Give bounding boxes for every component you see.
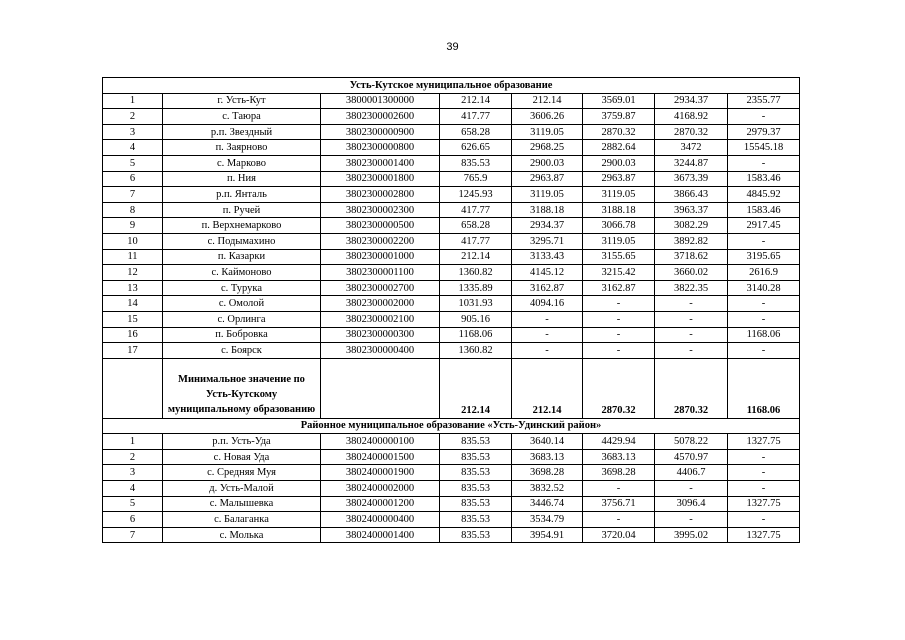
table-row <box>103 465 800 481</box>
table-cell: 3295.71 <box>512 233 583 249</box>
table-cell: 3995.02 <box>655 527 728 543</box>
table-cell: 2882.64 <box>583 140 655 156</box>
table-cell: 2979.37 <box>728 124 800 140</box>
table-cell: 3802300000500 <box>321 218 440 234</box>
table-cell: - <box>728 296 800 312</box>
table-cell: 3606.26 <box>512 109 583 125</box>
table-cell: 905.16 <box>440 311 512 327</box>
table-cell: п. Казарки <box>163 249 321 265</box>
table-cell: 3683.13 <box>583 449 655 465</box>
table-cell: - <box>728 449 800 465</box>
table-row <box>103 481 800 497</box>
table-cell: 835.53 <box>440 512 512 528</box>
table-cell: 6 <box>103 171 163 187</box>
table-cell: 3802400001500 <box>321 449 440 465</box>
table-cell: 1583.46 <box>728 202 800 218</box>
table-cell: с. Молька <box>163 527 321 543</box>
table-cell: 3802300002100 <box>321 311 440 327</box>
table-cell: 3892.82 <box>655 233 728 249</box>
table-row <box>103 512 800 528</box>
table-row <box>103 171 800 187</box>
table-cell: 3718.62 <box>655 249 728 265</box>
table-cell: 2 <box>103 109 163 125</box>
table-cell: 3963.37 <box>655 202 728 218</box>
table-cell: 7 <box>103 187 163 203</box>
table-cell: 417.77 <box>440 202 512 218</box>
table-cell: 3802400000100 <box>321 434 440 450</box>
table-row <box>103 249 800 265</box>
table-cell: 1327.75 <box>728 527 800 543</box>
table-cell: с. Орлинга <box>163 311 321 327</box>
table-cell: р.п. Янталь <box>163 187 321 203</box>
table-cell: г. Усть-Кут <box>163 93 321 109</box>
table-cell: д. Усть-Малой <box>163 481 321 497</box>
table-cell: 3119.05 <box>583 233 655 249</box>
table-cell: 11 <box>103 249 163 265</box>
table-cell: 3162.87 <box>512 280 583 296</box>
table-cell: - <box>583 296 655 312</box>
table-cell: 3119.05 <box>512 187 583 203</box>
table-row <box>103 93 800 109</box>
table-cell: 2934.37 <box>512 218 583 234</box>
table-cell: - <box>655 327 728 343</box>
table-cell: 1335.89 <box>440 280 512 296</box>
table-row <box>103 280 800 296</box>
section-header-row <box>103 78 800 94</box>
table-row <box>103 296 800 312</box>
table-cell: 3140.28 <box>728 280 800 296</box>
table-cell: 3720.04 <box>583 527 655 543</box>
table-cell: 835.53 <box>440 527 512 543</box>
table-row <box>103 233 800 249</box>
table-cell: 2 <box>103 449 163 465</box>
table-cell: 765.9 <box>440 171 512 187</box>
table-cell: 3756.71 <box>583 496 655 512</box>
table-cell: 658.28 <box>440 124 512 140</box>
table-cell: - <box>728 465 800 481</box>
table-cell: 3698.28 <box>583 465 655 481</box>
table-cell: - <box>583 311 655 327</box>
table-cell: 3802300000900 <box>321 124 440 140</box>
table-cell: 1 <box>103 434 163 450</box>
table-row <box>103 155 800 171</box>
table-cell: 3802300001400 <box>321 155 440 171</box>
table-cell: 9 <box>103 218 163 234</box>
table-cell: - <box>728 343 800 359</box>
page-number: 39 <box>446 41 459 53</box>
table-cell: - <box>728 155 800 171</box>
table-cell: - <box>583 327 655 343</box>
table-cell: - <box>728 109 800 125</box>
table-cell: 3188.18 <box>512 202 583 218</box>
table-cell: - <box>655 512 728 528</box>
table-cell: с. Новая Уда <box>163 449 321 465</box>
table-cell: 3155.65 <box>583 249 655 265</box>
table-cell: 3802300002000 <box>321 296 440 312</box>
table-cell: 1360.82 <box>440 265 512 281</box>
table-cell: 2900.03 <box>512 155 583 171</box>
table-cell: п. Ручей <box>163 202 321 218</box>
table-cell: 3096.4 <box>655 496 728 512</box>
table-cell: 212.14 <box>440 93 512 109</box>
table-cell: 3802400001400 <box>321 527 440 543</box>
table-cell: 3822.35 <box>655 280 728 296</box>
table-cell: 15545.18 <box>728 140 800 156</box>
table-cell: с. Балаганка <box>163 512 321 528</box>
table-cell: 658.28 <box>440 218 512 234</box>
table-row <box>103 140 800 156</box>
table-row <box>103 449 800 465</box>
table-cell: 1360.82 <box>440 343 512 359</box>
table-cell: с. Малышевка <box>163 496 321 512</box>
table-cell: 3244.87 <box>655 155 728 171</box>
table-cell: с. Таюра <box>163 109 321 125</box>
table-cell: 3119.05 <box>583 187 655 203</box>
table-row <box>103 311 800 327</box>
table-cell: 3802300001800 <box>321 171 440 187</box>
table-row <box>103 124 800 140</box>
table-cell: 3698.28 <box>512 465 583 481</box>
table-cell: 4429.94 <box>583 434 655 450</box>
table-cell: - <box>583 343 655 359</box>
table-cell: 4406.7 <box>655 465 728 481</box>
table-cell: 3673.39 <box>655 171 728 187</box>
table-cell: 3066.78 <box>583 218 655 234</box>
summary-value: 2870.32 <box>655 358 728 418</box>
table-cell: 2934.37 <box>655 93 728 109</box>
table-cell: 13 <box>103 280 163 296</box>
table-cell: - <box>512 343 583 359</box>
table-cell: с. Турука <box>163 280 321 296</box>
table-cell: 4570.97 <box>655 449 728 465</box>
summary-empty-cell <box>103 358 163 418</box>
table-cell: - <box>655 481 728 497</box>
table-cell: 835.53 <box>440 449 512 465</box>
table-row <box>103 496 800 512</box>
table-cell: 5078.22 <box>655 434 728 450</box>
table-cell: 3133.43 <box>512 249 583 265</box>
table-cell: 3 <box>103 465 163 481</box>
table-cell: 1168.06 <box>440 327 512 343</box>
table-cell: 12 <box>103 265 163 281</box>
table-cell: 3082.29 <box>655 218 728 234</box>
table-cell: - <box>512 327 583 343</box>
table-cell: 835.53 <box>440 465 512 481</box>
table-cell: 1327.75 <box>728 434 800 450</box>
table-cell: - <box>655 296 728 312</box>
table-cell: 1168.06 <box>728 327 800 343</box>
table-cell: 5 <box>103 496 163 512</box>
table-row <box>103 218 800 234</box>
table-cell: 3446.74 <box>512 496 583 512</box>
table-cell: 3802400000400 <box>321 512 440 528</box>
table-cell: 3162.87 <box>583 280 655 296</box>
table-cell: 3802300002600 <box>321 109 440 125</box>
table-cell: 2968.25 <box>512 140 583 156</box>
table-cell: 1327.75 <box>728 496 800 512</box>
table-cell: 6 <box>103 512 163 528</box>
table-cell: с. Подымахино <box>163 233 321 249</box>
section-header-row <box>103 418 800 434</box>
table-cell: 4094.16 <box>512 296 583 312</box>
table-cell: - <box>583 481 655 497</box>
table-row <box>103 202 800 218</box>
summary-empty-cell <box>321 358 440 418</box>
table-cell: 2900.03 <box>583 155 655 171</box>
table-cell: 3640.14 <box>512 434 583 450</box>
table-cell: 3802400001200 <box>321 496 440 512</box>
table-cell: 4145.12 <box>512 265 583 281</box>
table-cell: 17 <box>103 343 163 359</box>
table-cell: 3215.42 <box>583 265 655 281</box>
table-cell: п. Верхнемарково <box>163 218 321 234</box>
table-cell: 8 <box>103 202 163 218</box>
table-cell: 3802400002000 <box>321 481 440 497</box>
table-cell: 3 <box>103 124 163 140</box>
table-row <box>103 527 800 543</box>
table-cell: 4168.92 <box>655 109 728 125</box>
table-cell: 3802300002800 <box>321 187 440 203</box>
table-cell: с. Омолой <box>163 296 321 312</box>
table-cell: 1 <box>103 93 163 109</box>
table-cell: - <box>655 343 728 359</box>
table-row <box>103 327 800 343</box>
table-cell: 3954.91 <box>512 527 583 543</box>
table-cell: р.п. Усть-Уда <box>163 434 321 450</box>
table-cell: 3866.43 <box>655 187 728 203</box>
table-cell: с. Средняя Муя <box>163 465 321 481</box>
table-cell: 3660.02 <box>655 265 728 281</box>
table-cell: 2870.32 <box>655 124 728 140</box>
summary-row <box>103 358 800 418</box>
table-cell: 3802300000800 <box>321 140 440 156</box>
table-cell: 3472 <box>655 140 728 156</box>
table-cell: 3802400001900 <box>321 465 440 481</box>
table-cell: - <box>728 233 800 249</box>
table-cell: 3759.87 <box>583 109 655 125</box>
table-cell: - <box>728 512 800 528</box>
table-cell: 16 <box>103 327 163 343</box>
table-cell: 3802300002200 <box>321 233 440 249</box>
table-cell: с. Марково <box>163 155 321 171</box>
table-cell: с. Каймоново <box>163 265 321 281</box>
table-cell: 835.53 <box>440 434 512 450</box>
table-cell: 417.77 <box>440 233 512 249</box>
summary-value: 1168.06 <box>728 358 800 418</box>
table-cell: 5 <box>103 155 163 171</box>
table-cell: - <box>728 311 800 327</box>
table-cell: 3119.05 <box>512 124 583 140</box>
table-cell: р.п. Звездный <box>163 124 321 140</box>
table-cell: 15 <box>103 311 163 327</box>
table-cell: 835.53 <box>440 155 512 171</box>
table-cell: 3832.52 <box>512 481 583 497</box>
table-cell: 3188.18 <box>583 202 655 218</box>
table-row <box>103 434 800 450</box>
table-cell: 212.14 <box>440 249 512 265</box>
table-cell: 3802300000400 <box>321 343 440 359</box>
table-cell: 3195.65 <box>728 249 800 265</box>
summary-value: 2870.32 <box>583 358 655 418</box>
table-cell: - <box>583 512 655 528</box>
summary-label: Минимальное значение по Усть-Кутскому муниципальному образованию <box>163 358 321 418</box>
table-cell: 3802300001100 <box>321 265 440 281</box>
table-cell: 2963.87 <box>583 171 655 187</box>
table-cell: 1583.46 <box>728 171 800 187</box>
table-cell: 626.65 <box>440 140 512 156</box>
table-cell: п. Бобровка <box>163 327 321 343</box>
summary-value: 212.14 <box>512 358 583 418</box>
table-cell: 14 <box>103 296 163 312</box>
table-cell: 3802300002700 <box>321 280 440 296</box>
table-cell: 4 <box>103 481 163 497</box>
table-cell: 3802300001000 <box>321 249 440 265</box>
table-cell: п. Ния <box>163 171 321 187</box>
table-row <box>103 343 800 359</box>
table-cell: 2616.9 <box>728 265 800 281</box>
table-cell: 7 <box>103 527 163 543</box>
settlement-tariff-table <box>102 77 800 543</box>
table-cell: 3802300002300 <box>321 202 440 218</box>
table-row <box>103 265 800 281</box>
table-cell: 3534.79 <box>512 512 583 528</box>
table-cell: 2355.77 <box>728 93 800 109</box>
table-cell: 3800001300000 <box>321 93 440 109</box>
table-cell: 2963.87 <box>512 171 583 187</box>
summary-value: 212.14 <box>440 358 512 418</box>
table-cell: 212.14 <box>512 93 583 109</box>
table-cell: 417.77 <box>440 109 512 125</box>
table-cell: с. Боярск <box>163 343 321 359</box>
table-cell: 3683.13 <box>512 449 583 465</box>
table-cell: 835.53 <box>440 496 512 512</box>
section-title: Районное муниципальное образование «Усть-Удинский район» <box>103 418 800 434</box>
table-cell: 10 <box>103 233 163 249</box>
table-cell: 835.53 <box>440 481 512 497</box>
table-cell: - <box>728 481 800 497</box>
table-cell: 4 <box>103 140 163 156</box>
table-cell: 4845.92 <box>728 187 800 203</box>
table-cell: 3802300000300 <box>321 327 440 343</box>
table-cell: 2917.45 <box>728 218 800 234</box>
table-cell: 2870.32 <box>583 124 655 140</box>
table-row <box>103 109 800 125</box>
table-cell: 3569.01 <box>583 93 655 109</box>
table-cell: п. Заярново <box>163 140 321 156</box>
section-title: Усть-Кутское муниципальное образование <box>103 78 800 94</box>
table-row <box>103 187 800 203</box>
table-cell: - <box>512 311 583 327</box>
table-cell: - <box>655 311 728 327</box>
table-cell: 1245.93 <box>440 187 512 203</box>
table-cell: 1031.93 <box>440 296 512 312</box>
